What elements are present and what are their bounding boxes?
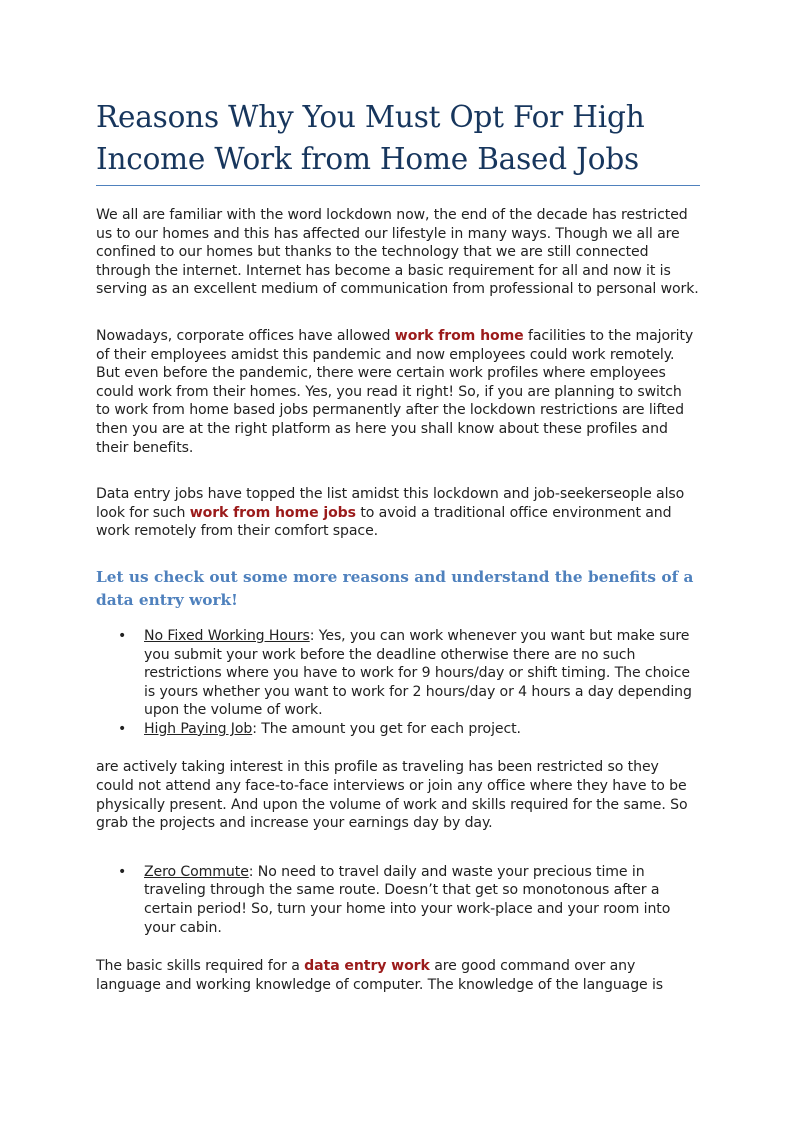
work-from-home-jobs-link[interactable]: work from home jobs xyxy=(189,504,356,521)
list-item-text: : Yes, you can work whenever you want but make sure you submit your work before the deadline otherwise there are no such restrictions where you have to work for 9 hours/day or shift timing. The choice is yours whether you want to work for 2 hours/day or 4 hours a day depending upon the volume of work. xyxy=(144,627,692,719)
section-subheading: Let us check out some more reasons and understand the benefits of a data entry work! xyxy=(96,567,694,609)
paragraph-3 xyxy=(96,485,700,541)
list-item-text: : No need to travel daily and waste your precious time in traveling through the same route. Doesn’t that get so monotonous after a certain period! So, turn your home into your work-place and your room into your cabin. xyxy=(144,863,671,936)
list-item xyxy=(96,863,700,937)
paragraph-4: are actively taking interest in this profile as traveling has been restricted so they could not attend any face-to-face interviews or join any office where they have to be physically present. And upon the volume of work and skills required for the same. So grab the projects and increase your earnings day by day. xyxy=(96,759,688,832)
benefits-list-2 xyxy=(96,863,700,937)
paragraph-5-text-after: are good command over any language and working knowledge of computer. The knowledge of the language is xyxy=(96,958,664,993)
bullet-icon: • xyxy=(118,863,127,880)
paragraph-2-text-before: Nowadays, corporate offices have allowed xyxy=(96,327,395,344)
document-page xyxy=(96,96,700,994)
paragraph-3-text-before: Data entry jobs have topped the list amidst this lockdown and job-seekerseople also look for such xyxy=(96,486,685,521)
title-line-1: Reasons Why You Must Opt For High xyxy=(96,100,645,134)
list-item xyxy=(96,720,700,739)
bullet-icon: • xyxy=(118,720,127,737)
benefits-list-1 xyxy=(96,627,700,739)
work-from-home-link[interactable]: work from home xyxy=(394,327,524,344)
paragraph-5 xyxy=(96,957,700,994)
paragraph-5-text-before: The basic skills required for a xyxy=(96,958,305,975)
list-item-term: High Paying Job xyxy=(144,720,253,737)
list-item xyxy=(96,627,700,720)
list-item-term: Zero Commute xyxy=(144,863,249,880)
page-title xyxy=(96,96,700,186)
paragraph-3-text-after: to avoid a traditional office environment and work remotely from their comfort space. xyxy=(96,504,672,540)
list-item-term: No Fixed Working Hours xyxy=(144,627,310,644)
paragraph-2 xyxy=(96,327,700,457)
intro-paragraph: We all are familiar with the word lockdown now, the end of the decade has restricted us to our homes and this has affected our lifestyle in many ways. Though we all are confined to our homes but thanks to the technology that we are still connected through the internet. Internet has become a basic requirement for all and now it is serving as an excellent medium of communication from professional to personal work. xyxy=(96,207,699,298)
bullet-icon: • xyxy=(118,627,127,644)
title-line-2: Income Work from Home Based Jobs xyxy=(96,142,639,176)
data-entry-work-link[interactable]: data entry work xyxy=(304,958,430,975)
list-item-text: : The amount you get for each project. xyxy=(252,720,521,737)
paragraph-2-text-after: facilities to the majority of their employees amidst this pandemic and now employees could work remotely. But even before the pandemic, there were certain work profiles where employees could work from their homes. Yes, you read it right! So, if you are planning to switch to work from home based jobs permanently after the lockdown restrictions are lifted then you are at the right platform as here you shall know about these profiles and their benefits. xyxy=(96,327,694,456)
